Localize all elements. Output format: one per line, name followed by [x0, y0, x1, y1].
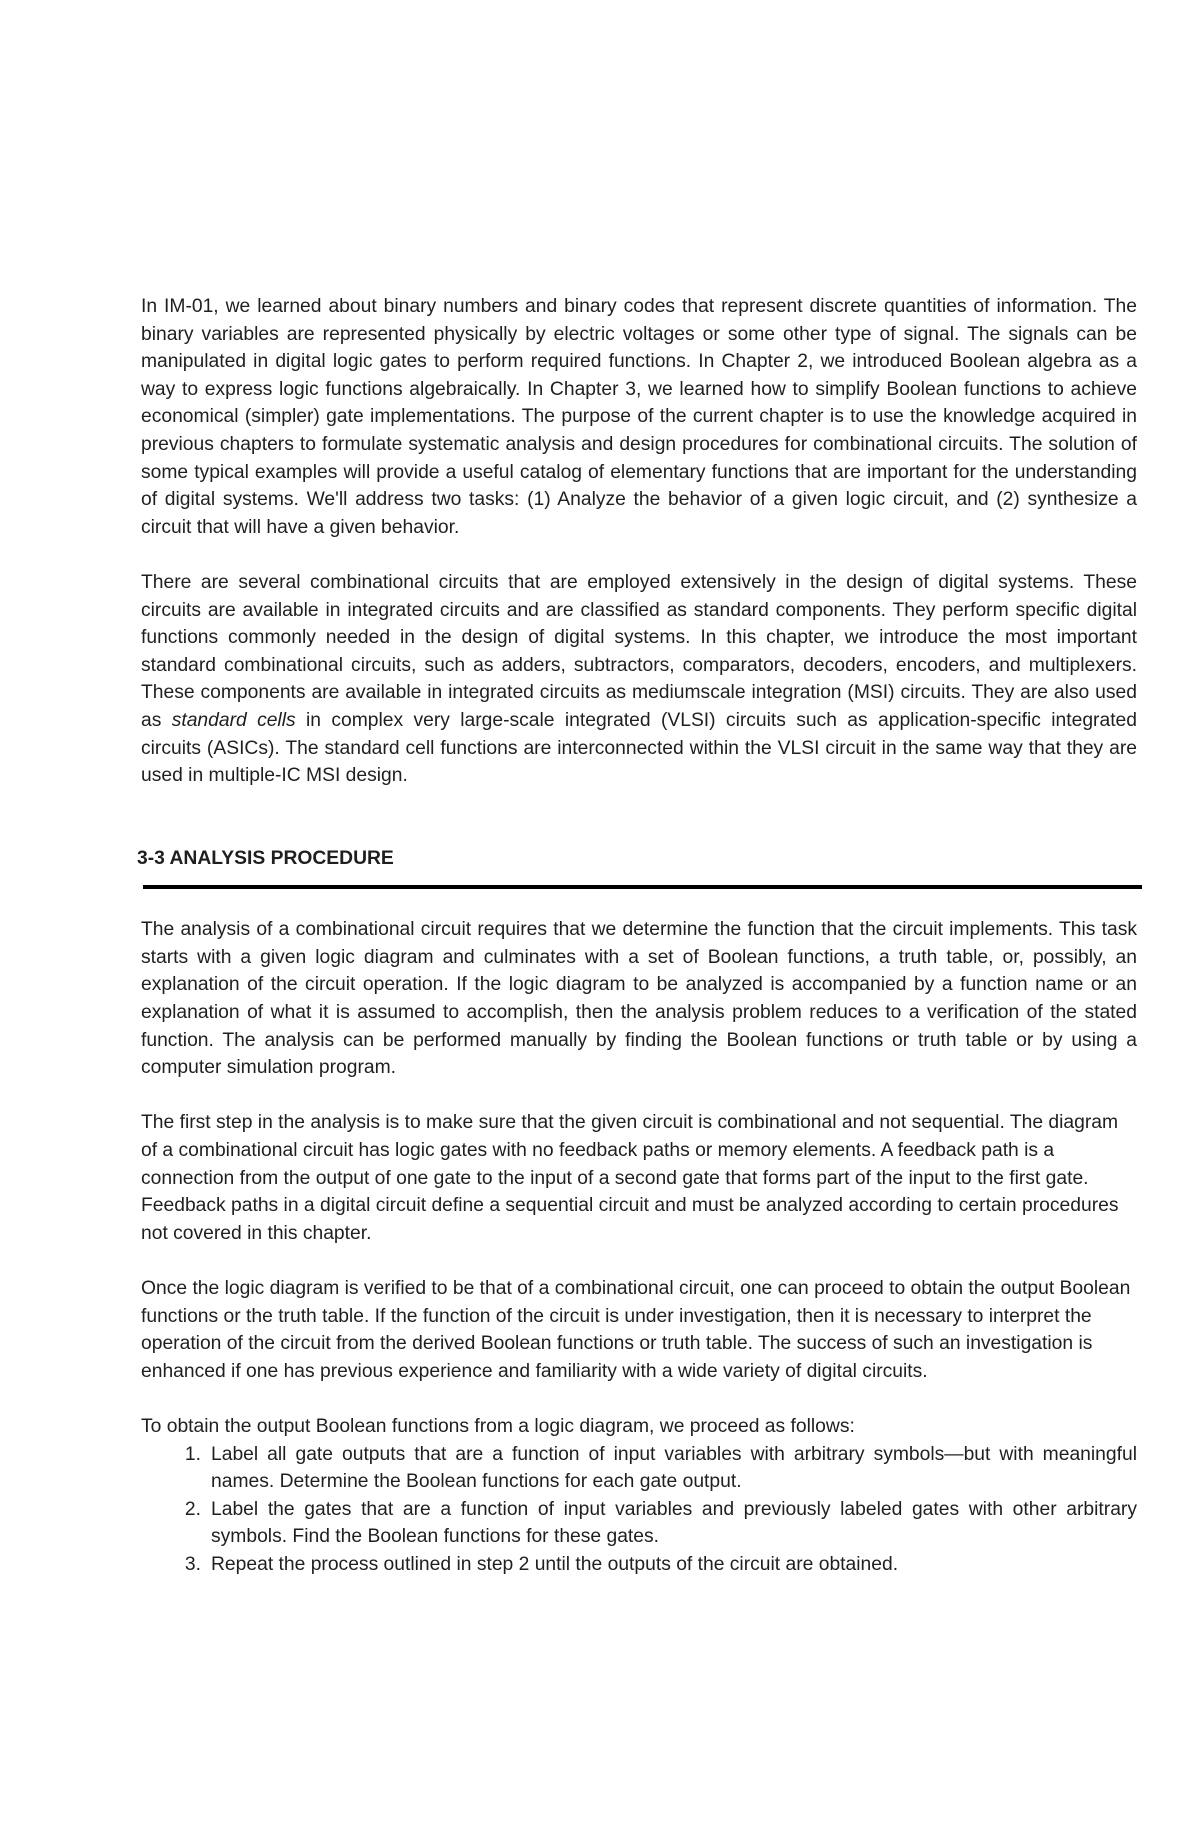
step-text: Repeat the process outlined in step 2 until the outputs of the circuit are obtained. — [211, 1553, 899, 1575]
section-heading: 3-3 ANALYSIS PROCEDURE — [137, 847, 394, 869]
analysis-paragraph-1: The analysis of a combinational circuit requires that we determine the function that the circuit implements. This task starts with a given logic diagram and culminates with a set of Boolean functions, a truth table, or, possibly, an explanation of the circuit operation. If the logic diagram to be analyzed is accompanied by a function name or an explanation of what it is assumed to accomplish, then the analysis problem reduces to a verification of the stated function. The analysis can be performed manually by finding the Boolean functions or truth table or by using a computer simulation program. — [141, 919, 1137, 1079]
step-number: 3. — [184, 1553, 201, 1575]
list-item — [141, 1551, 1137, 1579]
heading-rule — [143, 885, 1142, 889]
analysis-paragraph-3: Once the logic diagram is verified to be that of a combinational circuit, one can proceed to obtain the output Boolean functions or the truth table. If the function of the circuit is under investigation, then it is necessary to interpret the operation of the circuit from the derived Boolean functions or truth table. The success of such an investigation is enhanced if one has previous experience and familiarity with a wide variety of digital circuits. — [141, 1278, 1131, 1382]
paragraph-spacer — [141, 541, 1137, 569]
standard-cells-emphasis: standard cells — [171, 709, 296, 731]
intro-paragraph-2-text-a: There are several combinational circuits that are employed extensively in the design of digital systems. These circuits are available in integrated circuits and are classified as standard components. They perform specific digital functions commonly needed in the design of digital systems. In this chapter, we introduce the most important standard combinational circuits, such as adders, subtractors, comparators, decoders, encoders, and multiplexers. These components are available in integrated circuits as mediumscale integration (MSI) circuits. They are also used as — [141, 571, 1137, 731]
paragraph-spacer — [141, 1385, 1137, 1413]
analysis-paragraph-2: The first step in the analysis is to make sure that the given circuit is combinational and not sequential. The diagram of a combinational circuit has logic gates with no feedback paths or memory elements. A feedback path is a connection from the output of one gate to the input of a second gate that forms part of the input to the first gate. Feedback paths in a digital circuit define a sequential circuit and must be analyzed according to certain procedures not covered in this chapter. — [141, 1112, 1119, 1244]
step-number: 1. — [184, 1443, 201, 1465]
list-item — [141, 1496, 1137, 1551]
document-page — [137, 293, 1137, 1579]
steps-intro: To obtain the output Boolean functions from a logic diagram, we proceed as follows: — [141, 1415, 855, 1437]
step-text: Label all gate outputs that are a function of input variables with arbitrary symbols—but with meaningful names. Determine the Boolean functions for each gate output. — [211, 1443, 1137, 1493]
step-text: Label the gates that are a function of input variables and previously labeled gates with other arbitrary symbols. Find the Boolean functions for these gates. — [211, 1498, 1137, 1548]
section-spacer — [141, 790, 1137, 845]
list-item — [141, 1441, 1137, 1496]
paragraph-spacer — [141, 1082, 1137, 1110]
step-number: 2. — [184, 1498, 201, 1520]
steps-list — [141, 1441, 1137, 1579]
intro-paragraph-2-text-b: in complex very large-scale integrated (VLSI) circuits such as application-specific integrated circuits (ASICs). The standard cell functions are interconnected within the VLSI circuit in the same way that they are used in multiple-IC MSI design. — [141, 709, 1137, 787]
intro-paragraph-2 — [141, 569, 1137, 790]
intro-paragraph-1: In IM-01, we learned about binary numbers and binary codes that represent discrete quantities of information. The binary variables are represented physically by electric voltages or some other type of signal. The signals can be manipulated in digital logic gates to perform required functions. In Chapter 2, we introduced Boolean algebra as a way to express logic functions algebraically. In Chapter 3, we learned how to simplify Boolean functions to achieve economical (simpler) gate implementations. The purpose of the current chapter is to use the knowledge acquired in previous chapters to formulate systematic analysis and design procedures for combinational circuits. The solution of some typical examples will provide a useful catalog of elementary functions that are important for the understanding of digital systems. We'll address two tasks: (1) Analyze the behavior of a given logic circuit, and (2) synthesize a circuit that will have a given behavior. — [141, 296, 1137, 538]
paragraph-spacer — [141, 1247, 1137, 1275]
